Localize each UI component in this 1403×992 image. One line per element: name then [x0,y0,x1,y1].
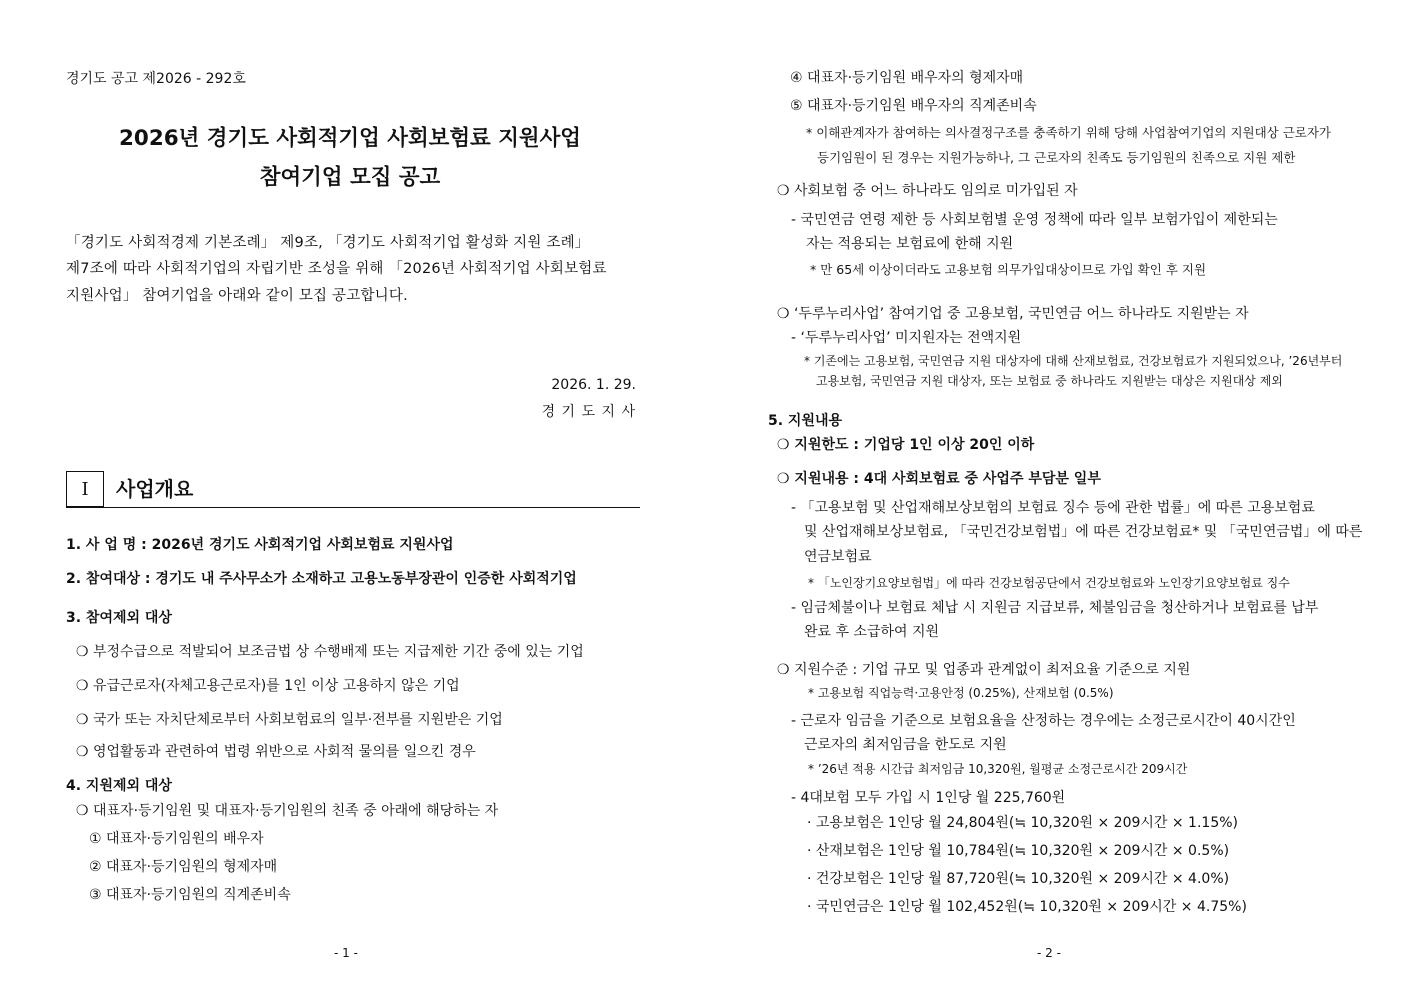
uninsured-bullet: ❍ 사회보험 중 어느 하나라도 임의로 미가입된 자 [777,183,1078,199]
note-line: * 만 65세 이상이더라도 고용보험 의무가입대상이므로 가입 확인 후 지원 [810,262,1207,277]
insurance-rate-item: · 국민연금은 1인당 월 102,452원(≒ 10,320원 × 209시간 × 4.75%) [807,899,1247,915]
dash-line: 완료 후 소급하여 지원 [804,624,940,640]
notice-date: 2026. 1. 29. [551,377,636,393]
doc-title-line2: 참여기업 모집 공고 [259,165,441,190]
dash-line: - 국민연금 연령 제한 등 사회보험별 운영 정책에 따라 일부 보험가입이 제한되는 [791,212,1278,228]
nonsupport-sub: ① 대표자·등기임원의 배우자 [89,831,264,847]
item-nonsupport-title: 4. 지원제외 대상 [66,778,172,794]
nonsupport-bullet: ❍ 대표자·등기임원 및 대표자·등기임원의 친족 중 아래에 해당하는 자 [76,803,499,819]
intro-line: 「경기도 사회적경제 기본조례」 제9조, 「경기도 사회적기업 활성화 지원 조례」 [66,235,590,251]
note-line: * 「노인장기요양보험법」에 따라 건강보험공단에서 건강보험료와 노인장기요양보험료 징수 [808,576,1290,590]
note-line: * 이해관계자가 참여하는 의사결정구조를 충족하기 위해 당해 사업참여기업의 지원대상 근로자가 [806,125,1332,140]
excluded-bullet: ❍ 영업활동과 관련하여 법령 위반으로 사회적 물의를 일으킨 경우 [76,744,476,760]
note-line: * 고용보험 직업능력·고용안정 (0.25%), 산재보험 (0.5%) [808,686,1114,700]
note-line: 고용보험, 국민연금 지원 대상자, 또는 보험료 중 하나라도 지원받는 대상은 지원대상 제외 [816,374,1283,388]
nonsupport-sub: ⑤ 대표자·등기임원 배우자의 직계존비속 [790,98,1037,114]
note-line: * 기존에는 고용보험, 국민연금 지원 대상자에 대해 산재보험료, 건강보험료가 지원되었으나, ’26년부터 [804,354,1343,368]
issuer: 경 기 도 지 사 [541,404,636,420]
page-2 [700,0,1403,992]
dash-line: - 임금체불이나 보험료 체납 시 지원금 지급보류, 체불임금을 청산하거나 보험료를 납부 [791,600,1319,616]
intro-line: 제7조에 따라 사회적기업의 자립기반 조성을 위해 「2026년 사회적기업 사회보험료 [66,261,607,277]
support-limit: ❍ 지원한도 : 기업당 1인 이상 20인 이하 [777,437,1035,453]
item-business-name: 1. 사 업 명 : 2026년 경기도 사회적기업 사회보험료 지원사업 [66,537,454,553]
excluded-bullet: ❍ 유급근로자(자체고용근로자)를 1인 이상 고용하지 않은 기업 [76,678,460,694]
excluded-bullet: ❍ 국가 또는 자치단체로부터 사회보험료의 일부·전부를 지원받은 기업 [76,712,503,728]
section-title: 사업개요 [116,477,194,501]
intro-line: 지원사업」 참여기업을 아래와 같이 모집 공고합니다. [66,288,408,304]
support-content: ❍ 지원내용 : 4대 사회보험료 중 사업주 부담분 일부 [777,471,1101,487]
page-number: - 2 - [1037,946,1061,960]
insurance-rate-item: · 고용보험은 1인당 월 24,804원(≒ 10,320원 × 209시간 × 1.15%) [807,815,1238,831]
dash-line: - 4대보험 모두 가입 시 1인당 월 225,760원 [791,790,1066,806]
nonsupport-sub: ③ 대표자·등기임원의 직계존비속 [89,887,291,903]
note-line: 등기임원이 된 경우는 지원가능하나, 그 근로자의 친족도 등기임원의 친족으로 지원 제한 [817,150,1296,165]
dash-line: 근로자의 최저임금을 한도로 지원 [804,737,1007,753]
support-level: ❍ 지원수준 : 기업 규모 및 업종과 관계없이 최저요율 기준으로 지원 [777,662,1191,678]
dash-line: 자는 적용되는 보험료에 한해 지원 [806,236,1014,252]
note-line: * ’26년 적용 시간급 최저임금 10,320원, 월평균 소정근로시간 209시간 [808,762,1188,776]
dash-line: - 「고용보험 및 산업재해보상보험의 보험료 징수 등에 관한 법률」에 따른 고용보험료 [791,500,1315,516]
durunuri-bullet: ❍ ‘두루누리사업’ 참여기업 중 고용보험, 국민연금 어느 하나라도 지원받는 자 [777,306,1249,322]
page-1 [0,0,700,992]
excluded-bullet: ❍ 부정수급으로 적발되어 보조금법 상 수행배제 또는 지급제한 기간 중에 있는 기업 [76,644,584,660]
insurance-rate-item: · 산재보험은 1인당 월 10,784원(≒ 10,320원 × 209시간 × 0.5%) [807,843,1230,859]
item-excluded-title: 3. 참여제외 대상 [66,610,172,626]
nonsupport-sub: ② 대표자·등기임원의 형제자매 [89,859,278,875]
dash-line: - ‘두루누리사업’ 미지원자는 전액지원 [791,330,1022,346]
dash-line: 및 산업재해보상보험료, 「국민건강보험법」에 따른 건강보험료* 및 「국민연금법」에 따른 [804,524,1363,540]
doc-title-line1: 2026년 경기도 사회적기업 사회보험료 지원사업 [119,126,581,151]
insurance-rate-item: · 건강보험은 1인당 월 87,720원(≒ 10,320원 × 209시간 × 4.0%) [807,871,1230,887]
page-number: - 1 - [334,946,358,960]
dash-line: 연금보험료 [804,549,872,565]
nonsupport-sub: ④ 대표자·등기임원 배우자의 형제자매 [790,70,1024,86]
dash-line: - 근로자 임금을 기준으로 보험요율을 산정하는 경우에는 소정근로시간이 40시간인 [791,713,1296,729]
item-eligible: 2. 참여대상 : 경기도 내 주사무소가 소재하고 고용노동부장관이 인증한 사회적기업 [66,571,577,587]
notice-number: 경기도 공고 제2026 - 292호 [66,71,246,87]
item-support-title: 5. 지원내용 [768,413,843,429]
section-underline [66,507,640,508]
section-number-box: I [66,471,104,507]
